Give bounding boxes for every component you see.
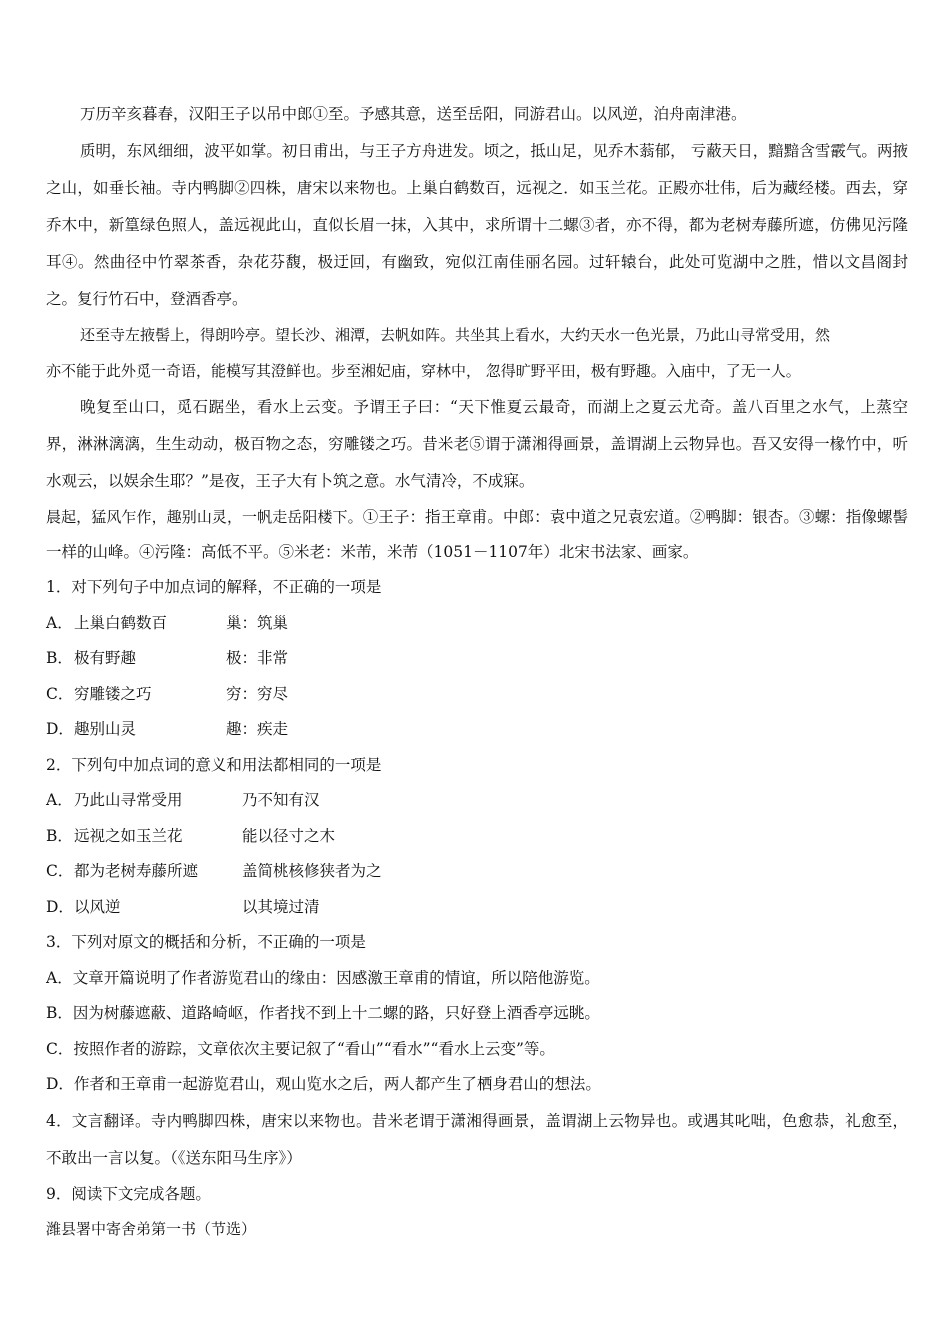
option-letter: C． — [46, 684, 74, 703]
option-letter: B． — [46, 826, 73, 845]
question-2-option-a[interactable] — [46, 783, 908, 819]
option-letter: A． — [46, 613, 73, 632]
question-1-option-b[interactable] — [46, 641, 908, 677]
option-letter: A． — [46, 791, 73, 809]
passage-paragraph-3-line-1: 还至寺左掖髻上，得朗吟亭。望长沙、湘潭，去帆如阵。共坐其上看水，大约天水一色光景，乃此山寻常受用，然 — [80, 326, 831, 344]
question-3-option-a[interactable]: A．文章开篇说明了作者游览君山的缘由：因感激王章甫的情谊，所以陪他游览。 — [46, 968, 600, 987]
option-phrase: 远视之如玉兰花 — [74, 826, 183, 845]
closing-and-notes — [46, 500, 908, 570]
option-phrase: 上巢白鹤数百 — [74, 613, 168, 632]
option-gloss: 盖简桃核修狭者为之 — [242, 862, 382, 880]
option-phrase: 趣别山灵 — [74, 720, 137, 738]
question-1-option-d[interactable] — [46, 712, 908, 748]
question-3-stem: 3．下列对原文的概括和分析，不正确的一项是 — [46, 933, 366, 951]
option-letter: B． — [46, 649, 73, 667]
question-1-option-a[interactable] — [46, 606, 908, 642]
option-gloss: 乃不知有汉 — [242, 791, 320, 809]
option-phrase: 以风逆 — [74, 897, 121, 916]
document-page — [46, 96, 908, 1248]
option-gloss: 穷：穷尽 — [226, 684, 289, 703]
question-3-option-c[interactable]: C．按照作者的游踪，文章依次主要记叙了“看山”“看水”“看水上云变”等。 — [46, 1039, 555, 1058]
question-9-prompt: 9．阅读下文完成各题。 — [46, 1184, 211, 1203]
question-2-stem: 2．下列句中加点词的意义和用法都相同的一项是 — [46, 755, 382, 774]
option-phrase: 乃此山寻常受用 — [74, 791, 183, 809]
passage-paragraph-2: 质明，东风细细，波平如掌。初日甫出，与王子方舟进发。顷之，抵山足，见乔木蓊郁， 亏蔽天日，黯黯含雪霰气。两掖之山，如垂长袖。寺内鸭脚②四株，唐宋以来物也。上巢白鹤数百，远视之．如玉兰花。正殿亦壮伟，后为藏经楼。西去，穿乔木中，新篁绿色照人，盖远视此山，直似长眉一抹，入其中，求所谓十二螺③者，亦不得，都为老树寿藤所遮，仿佛见污隆耳④。然曲径中竹翠茶香，杂花芬馥，极迂回，有幽致，宛似江南佳丽名园。过轩辕台，此处可览湖中之胜，惜以文昌阁封之。复行竹石中，登酒香亭。 — [46, 142, 908, 308]
option-phrase: 极有野趣 — [74, 649, 137, 667]
question-3-option-b[interactable]: B．因为树藤遮蔽、道路崎岖，作者找不到上十二螺的路，只好登上酒香亭远眺。 — [46, 1004, 600, 1022]
option-phrase: 都为老树寿藤所遮 — [74, 862, 199, 880]
option-phrase: 穷雕镂之巧 — [74, 684, 152, 703]
question-1-option-c[interactable] — [46, 677, 908, 713]
question-9-passage-title: 潍县署中寄舍弟第一书（节选） — [46, 1220, 257, 1238]
question-3-option-d[interactable]: D．作者和王章甫一起游览君山，观山览水之后，两人都产生了栖身君山的想法。 — [46, 1075, 601, 1093]
option-letter: C． — [46, 862, 74, 880]
question-2-option-b[interactable] — [46, 819, 908, 855]
option-gloss: 以其境过清 — [242, 897, 320, 916]
passage-closing: 晨起，猛风乍作，趣别山灵，一帆走岳阳楼下。 — [46, 508, 363, 526]
option-gloss: 极：非常 — [226, 649, 289, 667]
passage-paragraph-4: 晚复至山口，觅石踞坐，看水上云变。予谓王子曰：“天下惟夏云最奇，而湖上之夏云尤奇。盖八百里之水气，上蒸空界，淋淋漓漓，生生动动，极百物之态，穷雕镂之巧。昔米老⑤谓于潇湘得画景，盖谓湖上云物异也。吾又安得一椽竹中，听水观云，以娱余生耶？”是夜，王子大有卜筑之意。水气清冷，不成寐。 — [46, 398, 908, 490]
option-gloss: 能以径寸之木 — [242, 826, 336, 845]
question-1-stem: 1．对下列句子中加点词的解释，不正确的一项是 — [46, 578, 382, 596]
passage-paragraph-1: 万历辛亥暮春，汉阳王子以吊中郎①至。予感其意，送至岳阳，同游君山。以风逆，泊舟南津港。 — [80, 105, 747, 123]
question-2-option-c[interactable] — [46, 854, 908, 890]
option-gloss: 巢：筑巢 — [226, 613, 289, 632]
option-letter: D． — [46, 720, 74, 738]
question-2-option-d[interactable] — [46, 890, 908, 926]
option-letter: D． — [46, 897, 74, 916]
footnotes: ①王子：指王章甫。中郎：袁中道之兄袁宏道。②鸭脚：银杏。③螺：指像螺髻一样的山峰。④污隆：高低不平。⑤米老：米芾，米芾（1051－1107年）北宋书法家、画家。 — [46, 508, 908, 561]
passage-paragraph-3-line-2: 亦不能于此外觅一奇语，能模写其澄鲜也。步至湘妃庙，穿林中， 忽得旷野平田，极有野趣。入庙中，了无一人。 — [46, 361, 801, 380]
option-gloss: 趣：疾走 — [226, 720, 289, 738]
question-4: 4．文言翻译。寺内鸭脚四株，唐宋以来物也。昔米老谓于潇湘得画景，盖谓湖上云物异也。或遇其叱咄，色愈恭，礼愈至，不敢出一言以复。（《送东阳马生序》） — [46, 1111, 908, 1167]
